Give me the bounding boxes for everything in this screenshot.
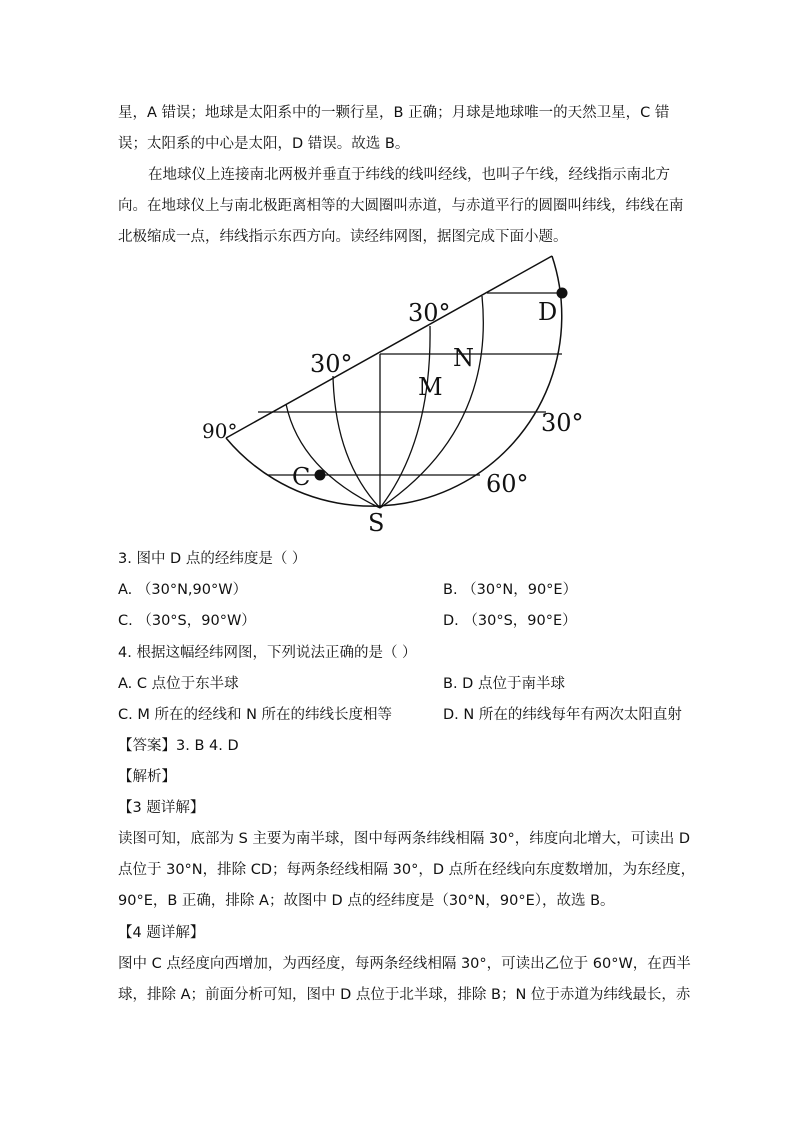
label-left-30: 30° [310, 350, 353, 378]
text-line: 向。在地球仪上与南北极距离相等的大圆圈叫赤道，与赤道平行的圆圈叫纬线，纬线在南 [118, 198, 684, 214]
label-n: N [453, 344, 474, 372]
text-line: 北极缩成一点，纬线指示东西方向。读经纬网图，据图完成下面小题。 [118, 229, 568, 245]
text-line: 图中 C 点经度向西增加，为西经度，每两条经线相隔 30°，可读出乙位于 60°W，在西半 [118, 956, 691, 972]
text-line: 星，A 错误；地球是太阳系中的一颗行星，B 正确；月球是地球唯一的天然卫星，C 错 [118, 105, 670, 121]
question-4-option-c: C. M 所在的经线和 N 所在的纬线长度相等 [118, 707, 393, 723]
label-c: C [292, 463, 311, 491]
question-3-option-a: A. （30°N,90°W） [118, 582, 248, 598]
text-line: 读图可知，底部为 S 主要为南半球，图中每两条纬线相隔 30°，纬度向北增大，可读出 D [118, 831, 691, 847]
point-d [557, 288, 568, 299]
analysis-header: 【解析】 [118, 769, 176, 785]
text-line: 在地球仪上连接南北两极并垂直于纬线的线叫经线，也叫子午线，经线指示南北方 [148, 167, 670, 183]
graticule-diagram [195, 250, 605, 540]
question-4-stem: 4. 根据这幅经纬网图，下列说法正确的是（ ） [118, 645, 417, 661]
label-s: S [368, 509, 385, 537]
question-3-option-b: B. （30°N，90°E） [443, 582, 578, 598]
point-c [315, 470, 326, 481]
answer-line: 【答案】3. B 4. D [118, 738, 239, 754]
question-4-option-b: B. D 点位于南半球 [443, 676, 565, 692]
text-line: 球，排除 A；前面分析可知，图中 D 点位于北半球，排除 B；N 位于赤道为纬线最长，赤 [118, 987, 691, 1003]
meridian-line [333, 376, 380, 508]
meridian-line [380, 296, 483, 508]
question-3-option-d: D. （30°S，90°E） [443, 613, 577, 629]
text-line: 90°E，B 正确，排除 A；故图中 D 点的经纬度是（30°N，90°E），故选 B。 [118, 893, 615, 909]
detail-3-header: 【3 题详解】 [118, 800, 205, 816]
text-line: 误；太阳系的中心是太阳，D 错误。故选 B。 [118, 136, 410, 152]
label-m: M [418, 373, 443, 401]
label-left-90: 90° [202, 419, 238, 443]
text-line: 点位于 30°N，排除 CD；每两条经线相隔 30°，D 点所在经线向东度数增加，为东经度， [118, 862, 696, 878]
meridian-line [380, 326, 430, 508]
label-right-30: 30° [541, 409, 584, 437]
label-d: D [538, 298, 558, 326]
question-3-stem: 3. 图中 D 点的经纬度是（ ） [118, 551, 307, 567]
question-4-option-d: D. N 所在的纬线每年有两次太阳直射 [443, 707, 682, 723]
hemisphere-diameter [226, 256, 552, 438]
detail-4-header: 【4 题详解】 [118, 925, 205, 941]
question-3-option-c: C. （30°S，90°W） [118, 613, 256, 629]
label-top-30: 30° [408, 299, 451, 327]
question-4-option-a: A. C 点位于东半球 [118, 676, 239, 692]
label-right-60: 60° [486, 470, 529, 498]
